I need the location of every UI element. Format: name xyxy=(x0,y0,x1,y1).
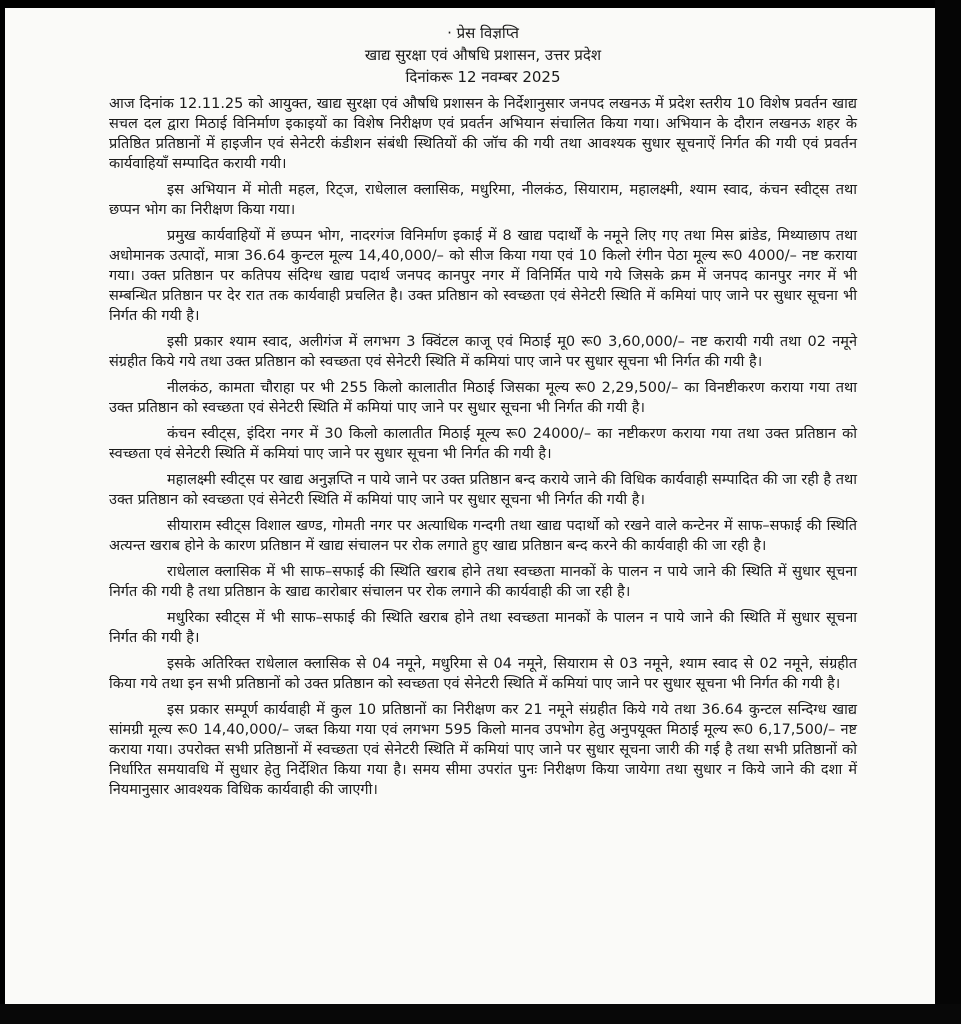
paragraph-madhurika-sweets: मधुरिका स्वीट्स में भी साफ–सफाई की स्थिति खराब होने तथा स्वच्छता मानकों के पालन न पाये जाने की स्थिति में सुधार सूचना निर्गत की गयी है। xyxy=(109,610,857,646)
paragraph-intro: आज दिनांक 12.11.25 को आयुक्त, खाद्य सुरक्षा एवं औषधि प्रशासन के निर्देशानुसार जनपद लखनऊ में प्रदेश स्तरीय 10 विशेष प्रवर्तन खाद्य सचल दल द्वारा मिठाई विनिर्माण इकाइयों का विशेष निरीक्षण एवं प्रवर्तन अभियान संचालित किया गया। अभियान के दौरान लखनऊ शहर के प्रतिष्ठित प्रतिष्ठानों में हाइजीन एवं सेनेटरी कंडीशन संबंधी स्थितियों की जॉच की गयी तथा आवश्यक सुधार सूचनाऐं निर्गत की गयी एवं प्रवर्तन कार्यवाहियाँ सम्पादित करायी गयी। xyxy=(109,96,857,172)
document-header xyxy=(109,22,857,88)
paragraph-siyaram-sweets: सीयाराम स्वीट्स विशाल खण्ड, गोमती नगर पर अत्याधिक गन्दगी तथा खाद्य पदार्थो को रखने वाले कन्टेनर में साफ–सफाई की स्थिति अत्यन्त खराब होने के कारण प्रतिष्ठान में खाद्य संचालन पर रोक लगाते हुए खाद्य प्रतिष्ठान बन्द करने की कार्यवाही की जा रही है। xyxy=(109,518,857,554)
document-title: · प्रेस विज्ञप्ति xyxy=(447,24,519,42)
document-date: दिनांकरू 12 नवम्बर 2025 xyxy=(405,68,561,86)
paragraph-samples: इसके अतिरिक्त राधेलाल क्लासिक से 04 नमूने, मधुरिमा से 04 नमूने, सियाराम से 03 नमूने, श्याम स्वाद से 02 नमूने, संग्रहीत किया गये तथा इन सभी प्रतिष्ठानों को उक्त प्रतिष्ठान को स्वच्छता एवं सेनेटरी स्थिति में कमियां पाए जाने पर सुधार सूचना भी निर्गत की गयी है। xyxy=(109,656,857,692)
paragraph-shyam-swad: इसी प्रकार श्याम स्वाद, अलीगंज में लगभग 3 क्विंटल काजू एवं मिठाई मू0 रू0 3,60,000/– नष्ट करायी गयी तथा 02 नमूने संग्रहीत किये गये तथा उक्त प्रतिष्ठान को स्वच्छता एवं सेनेटरी स्थिति में कमियां पाए जाने पर सुधार सूचना भी निर्गत की गयी है। xyxy=(109,334,857,370)
paragraph-radhelal-classic: राधेलाल क्लासिक में भी साफ–सफाई की स्थिति खराब होने तथा स्वच्छता मानकों के पालन न पाये जाने की स्थिति में सुधार सूचना निर्गत की गयी है तथा प्रतिष्ठान के खाद्य कारोबार संचालन पर रोक लगाने की कार्यवाही की जा रही है। xyxy=(109,564,857,600)
department-name: खाद्य सुरक्षा एवं औषधि प्रशासन, उत्तर प्रदेश xyxy=(364,46,602,64)
paragraph-summary: इस प्रकार सम्पूर्ण कार्यवाही में कुल 10 प्रतिष्ठानों का निरीक्षण कर 21 नमूने संग्रहीत किये गये तथा 36.64 कुन्टल सन्दिग्ध खाद्य सांमग्री मूल्य रू0 14,40,000/– जब्त किया गया एवं लगभग 595 किलो मानव उपभोग हेतु अनुपयूक्त मिठाई मूल्य रू0 6,17,500/– नष्ट कराया गया। उपरोक्त सभी प्रतिष्ठानों में स्वच्छता एवं सेनेटरी स्थिति में कमियां पाए जाने पर सुधार सूचना जारी की गई है तथा सभी प्रतिष्ठानों को निर्धारित समयावधि में सुधार हेतु निर्देशित किया गया है। समय सीमा उपरांत पुनः निरीक्षण किया जायेगा तथा सुधार न किये जाने की दशा में नियमानुसार आवश्यक विधिक कार्यवाही की जाएगी। xyxy=(109,702,857,798)
paragraph-chhappan-bhog: प्रमुख कार्यवाहियों में छप्पन भोग, नादरगंज विनिर्माण इकाई में 8 खाद्य पदार्थों के नमूने लिए गए तथा मिस ब्रांडेड, मिथ्याछाप तथा अधोमानक उत्पादों, मात्रा 36.64 कुन्टल मूल्य 14,40,000/– को सीज किया गया एवं 10 किलो रंगीन पेठा मूल्य रू0 4000/– नष्ट कराया गया। उक्त प्रतिष्ठान पर कतिपय संदिग्ध खाद्य पदार्थ जनपद कानपुर नगर में विनिर्मित पाये गये जिसके क्रम में जनपद कानपुर नगर में भी सम्बन्धित प्रतिष्ठान पर देर रात तक कार्यवाही प्रचलित है। उक्त प्रतिष्ठान को स्वच्छता एवं सेनेटरी स्थिति में कमियां पाए जाने पर सुधार सूचना भी निर्गत की गयी है। xyxy=(109,228,857,324)
scan-border-right xyxy=(935,0,961,1024)
paragraph-kanchan-sweets: कंचन स्वीट्स, इंदिरा नगर में 30 किलो कालातीत मिठाई मूल्य रू0 24000/– का नष्टीकरण कराया गया तथा उक्त प्रतिष्ठान को स्वच्छता एवं सेनेटरी स्थिति में कमियां पाए जाने पर सुधार सूचना भी निर्गत की गयी है। xyxy=(109,426,857,462)
paragraph-mahalakshmi-sweets: महालक्ष्मी स्वीट्स पर खाद्य अनुज्ञप्ति न पाये जाने पर उक्त प्रतिष्ठान बन्द कराये जाने की विधिक कार्यवाही सम्पादित की जा रही है तथा उक्त प्रतिष्ठान को स्वच्छता एवं सेनेटरी स्थिति में कमियां पाए जाने पर सुधार सूचना भी निर्गत की गयी है। xyxy=(109,472,857,508)
press-release-body xyxy=(109,22,857,806)
paragraph-neelkanth: नीलकंठ, कामता चौराहा पर भी 255 किलो कालातीत मिठाई जिसका मूल्य रू0 2,29,500/– का विनष्टीकरण कराया गया तथा उक्त प्रतिष्ठान को स्वच्छता एवं सेनेटरी स्थिति में कमियां पाए जाने पर सुधार सूचना भी निर्गत की गयी है। xyxy=(109,380,857,416)
scan-border-bottom xyxy=(0,1004,961,1024)
document-page xyxy=(5,8,935,1004)
paragraph-inspected-list: इस अभियान में मोती महल, रिट्ज, राधेलाल क्लासिक, मधुरिमा, नीलकंठ, सियाराम, महालक्ष्मी, श्याम स्वाद, कंचन स्वीट्स तथा छप्पन भोग का निरीक्षण किया गया। xyxy=(109,182,857,218)
